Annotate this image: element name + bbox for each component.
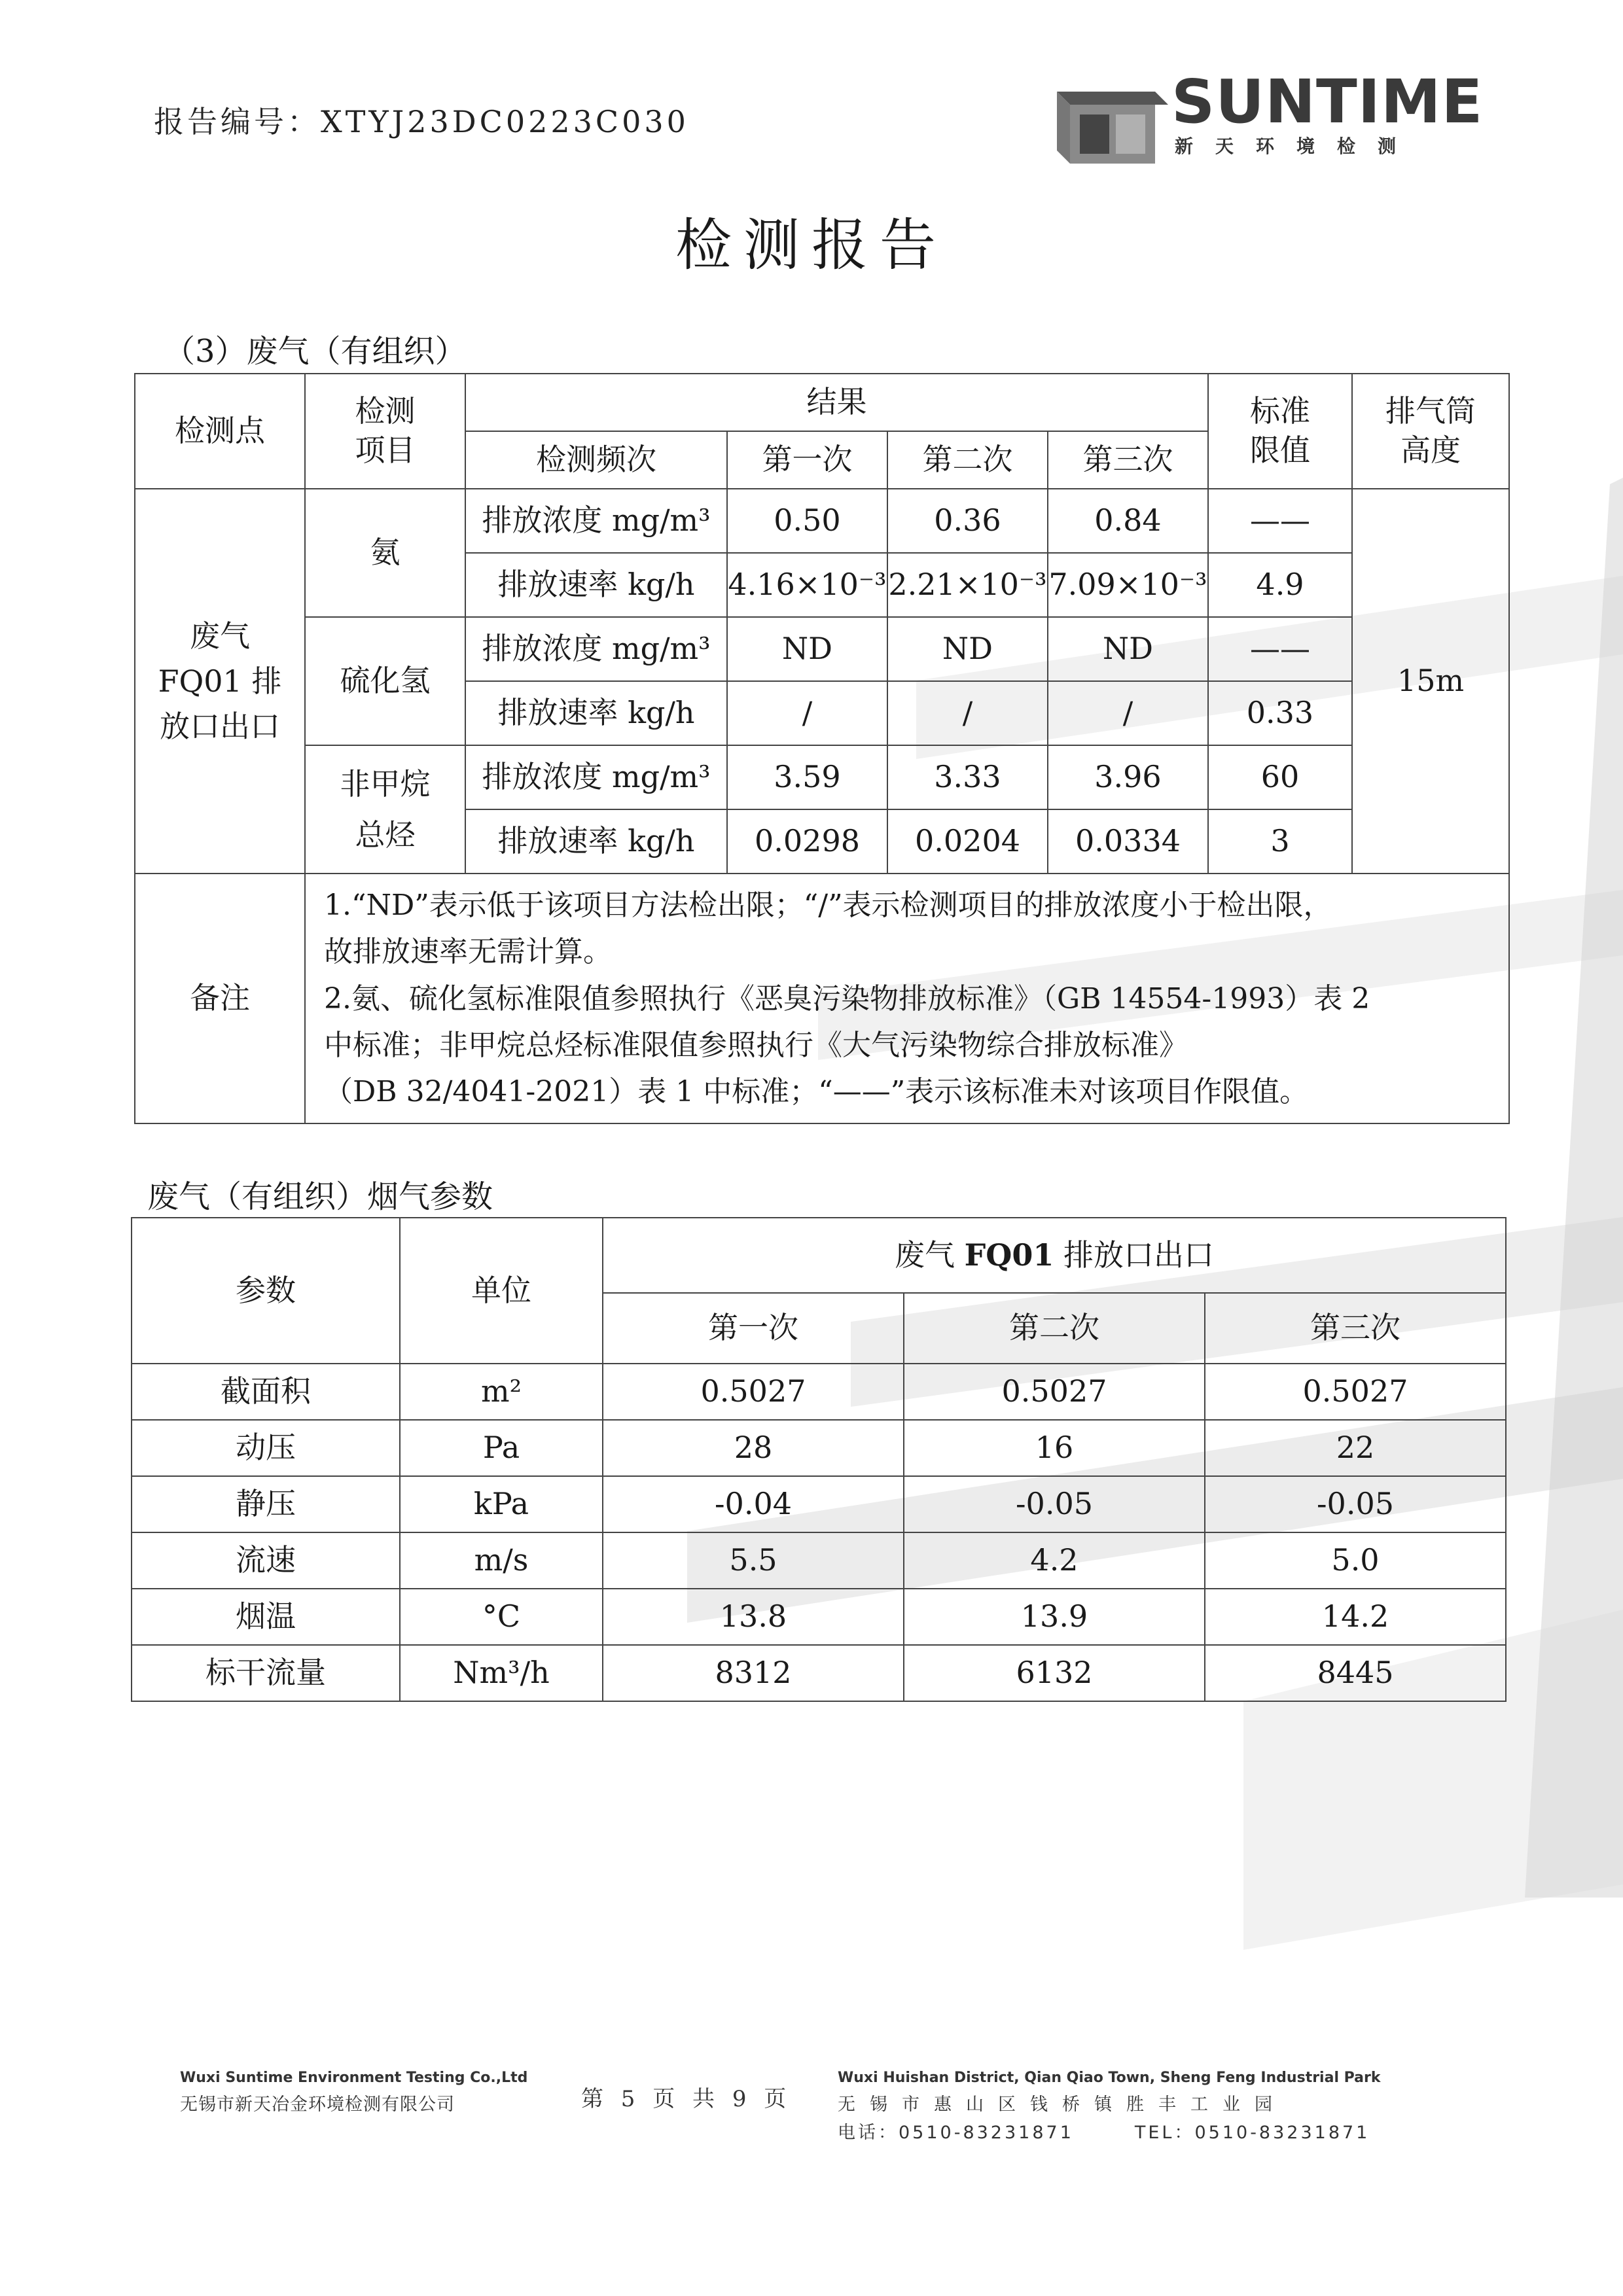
param-cell: 标干流量 [132,1645,400,1701]
value-cell: 3.96 [1048,745,1208,809]
param-cell: 烟温 [132,1589,400,1645]
header-param: 参数 [132,1218,400,1364]
remarks-text: 1.“ND”表示低于该项目方法检出限；“/”表示检测项目的排放浓度小于检出限， 故排放速率无需计算。 2.氨、硫化氢标准限值参照执行《恶臭污染物排放标准》（GB 14554-1993）表 2 中标准；非甲烷总烃标准限值参照执行《大气污染物综合排放标准》 （DB 32/4041-2021）表 1 中标准；“——”表示该标准未对该项目作限值。 [305,874,1509,1123]
value-cell: / [727,681,887,745]
value-cell: -0.05 [904,1476,1205,1532]
unit-cell: Pa [400,1420,603,1476]
unit-cell: m/s [400,1532,603,1589]
value-cell: / [887,681,1048,745]
table-row [132,1420,1506,1476]
value-cell: 4.16×10⁻³ [727,553,887,617]
logo-subtitle: 新天环境检测 [1175,135,1419,157]
value-cell: 3.33 [887,745,1048,809]
report-number: 报告编号：XTYJ23DC0223C030 [154,104,689,139]
footer-page-number: 第 5 页 共 9 页 [581,2086,792,2112]
value-cell: 0.84 [1048,489,1208,553]
param-cell: 排放浓度 mg/m³ [465,489,727,553]
param-cell: 排放浓度 mg/m³ [465,745,727,809]
value-cell: 4.2 [904,1532,1205,1589]
table-row [132,1364,1506,1420]
footer-company-en: Wuxi Suntime Environment Testing Co.,Ltd [180,2070,528,2086]
header-item: 检测 项目 [305,374,465,489]
value-cell: 7.09×10⁻³ [1048,553,1208,617]
value-cell: 0.0298 [727,809,887,874]
value-cell: 22 [1205,1420,1506,1476]
value-cell: 2.21×10⁻³ [887,553,1048,617]
table-row [132,1589,1506,1645]
value-cell: 0.36 [887,489,1048,553]
value-cell: 8445 [1205,1645,1506,1701]
item-ammonia: 氨 [305,489,465,617]
section-title-emission: （3）废气（有组织） [164,333,467,370]
value-cell: 8312 [603,1645,904,1701]
limit-cell: 60 [1208,745,1352,809]
header-outlet: 废气 FQ01 排放口出口 [603,1218,1506,1293]
stack-height-value: 15m [1352,489,1509,874]
value-cell: 0.5027 [904,1364,1205,1420]
limit-cell: 4.9 [1208,553,1352,617]
value-cell: -0.04 [603,1476,904,1532]
value-cell: / [1048,681,1208,745]
value-cell: 6132 [904,1645,1205,1701]
header-third: 第三次 [1205,1293,1506,1364]
value-cell: 13.8 [603,1589,904,1645]
param-cell: 排放速率 kg/h [465,809,727,874]
param-cell: 流速 [132,1532,400,1589]
value-cell: ND [727,617,887,681]
table-row [132,1645,1506,1701]
sampling-point: 废气 FQ01 排 放口出口 [135,489,305,874]
param-cell: 静压 [132,1476,400,1532]
param-cell: 排放浓度 mg/m³ [465,617,727,681]
limit-cell: —— [1208,617,1352,681]
header-third: 第三次 [1048,431,1208,489]
header-result: 结果 [465,374,1208,431]
header-point: 检测点 [135,374,305,489]
flue-gas-parameters-table [131,1217,1507,1702]
table-row [135,617,1509,681]
table-row [132,1476,1506,1532]
value-cell: 13.9 [904,1589,1205,1645]
value-cell: 0.0334 [1048,809,1208,874]
unit-cell: °C [400,1589,603,1645]
footer-phone: 电话：0510-83231871 TEL：0510-83231871 [838,2123,1370,2143]
logo-text: SUNTIME [1171,67,1484,137]
value-cell: 16 [904,1420,1205,1476]
limit-cell: 3 [1208,809,1352,874]
value-cell: 0.0204 [887,809,1048,874]
table-row [135,489,1509,553]
value-cell: 5.5 [603,1532,904,1589]
item-nmhc: 非甲烷 总烃 [305,745,465,874]
value-cell: -0.05 [1205,1476,1506,1532]
value-cell: 0.5027 [603,1364,904,1420]
unit-cell: m² [400,1364,603,1420]
param-cell: 排放速率 kg/h [465,553,727,617]
value-cell: 28 [603,1420,904,1476]
header-first: 第一次 [603,1293,904,1364]
header-stack-height: 排气筒 高度 [1352,374,1509,489]
footer-company-cn: 无锡市新天冶金环境检测有限公司 [180,2094,455,2115]
remarks-row [135,874,1509,1123]
footer-address [838,2070,1381,2144]
unit-cell: kPa [400,1476,603,1532]
value-cell: 3.59 [727,745,887,809]
limit-cell: —— [1208,489,1352,553]
param-cell: 排放速率 kg/h [465,681,727,745]
value-cell: 0.50 [727,489,887,553]
item-hydrogen-sulfide: 硫化氢 [305,617,465,745]
company-logo [1057,67,1484,164]
section-title-flue-gas: 废气（有组织）烟气参数 [147,1178,493,1215]
header-limit: 标准 限值 [1208,374,1352,489]
value-cell: 14.2 [1205,1589,1506,1645]
emission-results-table [134,373,1510,1124]
value-cell: ND [887,617,1048,681]
unit-cell: Nm³/h [400,1645,603,1701]
limit-cell: 0.33 [1208,681,1352,745]
remarks-label: 备注 [135,874,305,1123]
value-cell: 0.5027 [1205,1364,1506,1420]
header-frequency: 检测频次 [465,431,727,489]
header-first: 第一次 [727,431,887,489]
header-second: 第二次 [904,1293,1205,1364]
footer-company [180,2070,527,2115]
footer-address-en: Wuxi Huishan District, Qian Qiao Town, Sheng Feng Industrial Park [838,2070,1381,2086]
logo-mark-icon [1057,79,1168,164]
header-second: 第二次 [887,431,1048,489]
footer-address-cn: 无锡市惠山区钱桥镇胜丰工业园 [838,2094,1287,2115]
table-row [132,1532,1506,1589]
value-cell: ND [1048,617,1208,681]
param-cell: 动压 [132,1420,400,1476]
page-title: 检测报告 [675,213,948,278]
header-unit: 单位 [400,1218,603,1364]
param-cell: 截面积 [132,1364,400,1420]
table-row [135,745,1509,809]
value-cell: 5.0 [1205,1532,1506,1589]
